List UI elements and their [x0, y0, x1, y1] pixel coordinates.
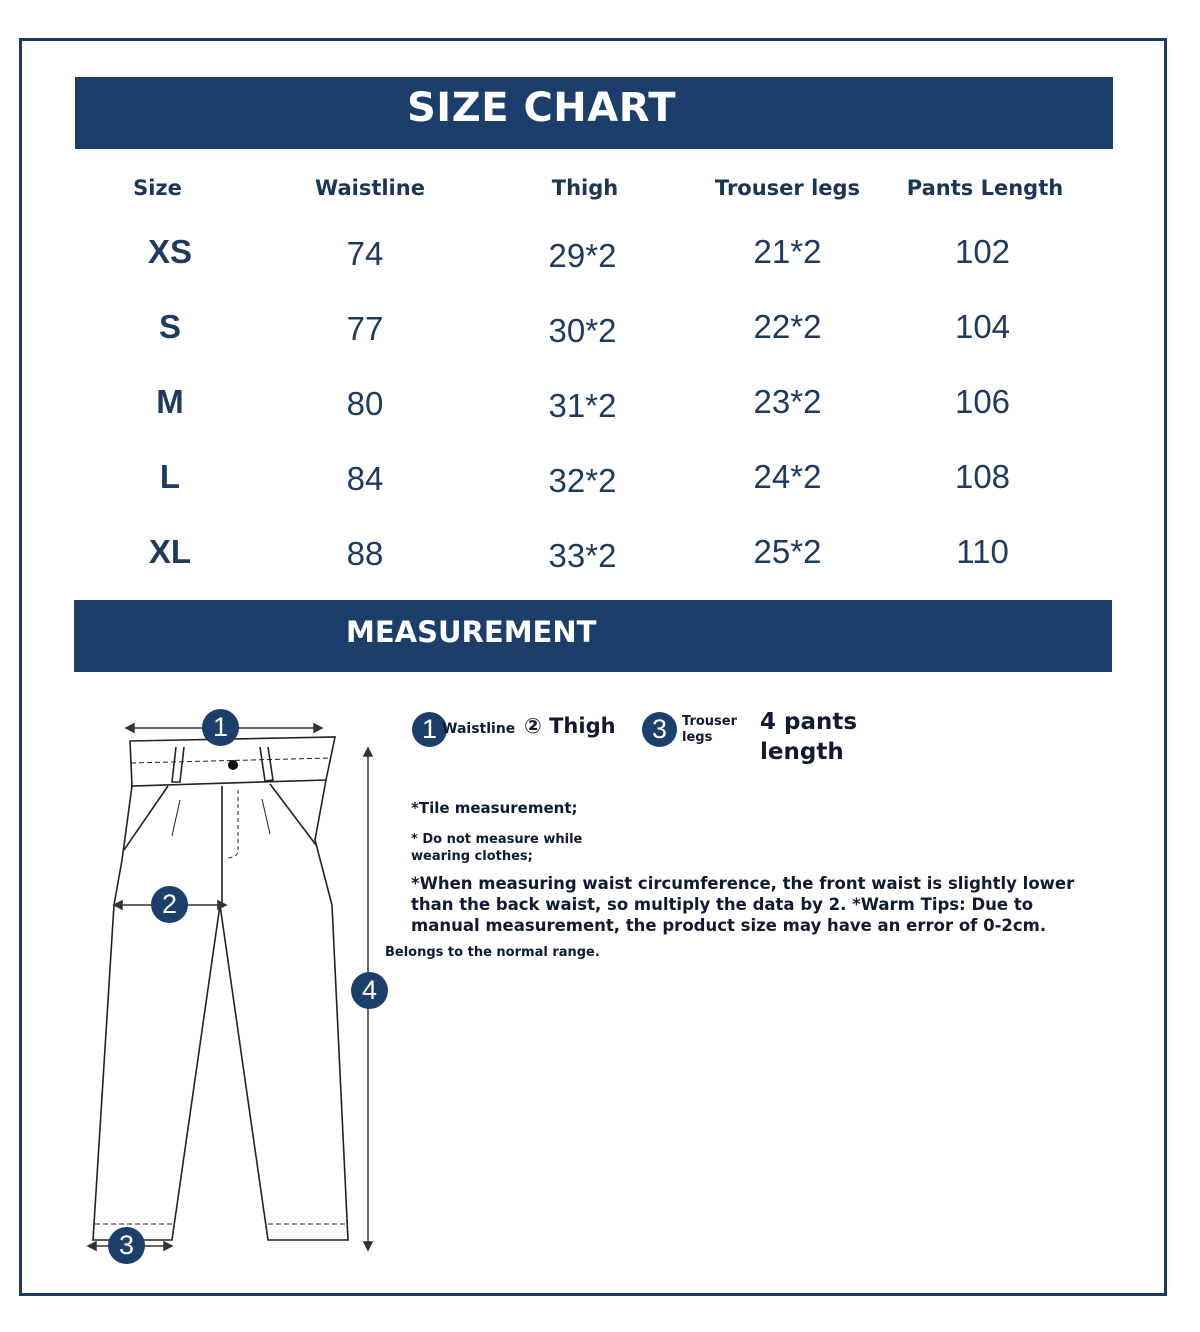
header-size: Size — [133, 176, 182, 200]
page-title: SIZE CHART — [407, 85, 677, 131]
pants-diagram — [0, 0, 420, 1300]
cell-trouser-legs: 24*2 — [753, 458, 822, 495]
cell-waistline: 88 — [346, 535, 384, 572]
cell-pants-length: 102 — [954, 233, 1011, 270]
cell-pants-length: 108 — [954, 458, 1011, 495]
cell-trouser-legs: 22*2 — [753, 308, 822, 345]
legend-thigh: ② Thigh — [524, 714, 616, 738]
header-thigh: Thigh — [551, 176, 619, 200]
cell-waistline: 80 — [346, 385, 384, 422]
header-pants-length: Pants Length — [906, 176, 1064, 200]
cell-waistline: 74 — [346, 235, 384, 272]
cell-thigh: 30*2 — [548, 312, 617, 349]
cell-waistline: 77 — [346, 310, 384, 347]
cell-thigh: 32*2 — [548, 462, 617, 499]
cell-pants-length: 106 — [954, 383, 1011, 420]
legend-waistline-icon: 1 — [412, 712, 447, 747]
pants-length-marker-icon: 4 — [351, 972, 388, 1009]
note-normal-range: Belongs to the normal range. — [385, 945, 600, 960]
note-waist-tip: *When measuring waist circumference, the front waist is slightly lower than the back waist, so multiply the data by 2. *Warm Tips: Due to manual measurement, the product size may have an error of 0-2cm. — [411, 874, 1075, 935]
measurement-title: MEASUREMENT — [346, 615, 597, 649]
cell-pants-length: 104 — [954, 308, 1011, 345]
cell-size: XS — [147, 233, 193, 270]
cell-waistline: 84 — [346, 460, 384, 497]
cell-size: XL — [148, 533, 192, 570]
button-dot — [228, 760, 238, 770]
header-trouser-legs: Trouser legs — [714, 176, 861, 200]
trouser-leg-marker-icon: 3 — [108, 1227, 145, 1264]
note-tile-measurement: *Tile measurement; — [411, 799, 578, 817]
cell-trouser-legs: 25*2 — [753, 533, 822, 570]
legend-trouser-legs-icon: 3 — [642, 712, 677, 747]
legend-trouser-legs: Trouser legs — [682, 714, 738, 745]
cell-size: M — [156, 383, 184, 420]
cell-thigh: 31*2 — [548, 387, 617, 424]
cell-thigh: 33*2 — [548, 537, 617, 574]
cell-pants-length: 110 — [956, 533, 1009, 570]
cell-trouser-legs: 21*2 — [753, 233, 822, 270]
header-waistline: Waistline — [315, 176, 425, 200]
cell-thigh: 29*2 — [548, 237, 617, 274]
note-no-clothes: * Do not measure while wearing clothes; — [411, 832, 583, 864]
waistline-marker-icon: 1 — [202, 709, 239, 746]
cell-size: L — [159, 458, 181, 495]
thigh-marker-icon: 2 — [151, 886, 188, 923]
legend-waistline: Waistline — [442, 721, 516, 737]
cell-trouser-legs: 23*2 — [753, 383, 822, 420]
legend-pants-length: 4 pants length — [760, 709, 858, 765]
cell-size: S — [158, 308, 181, 345]
